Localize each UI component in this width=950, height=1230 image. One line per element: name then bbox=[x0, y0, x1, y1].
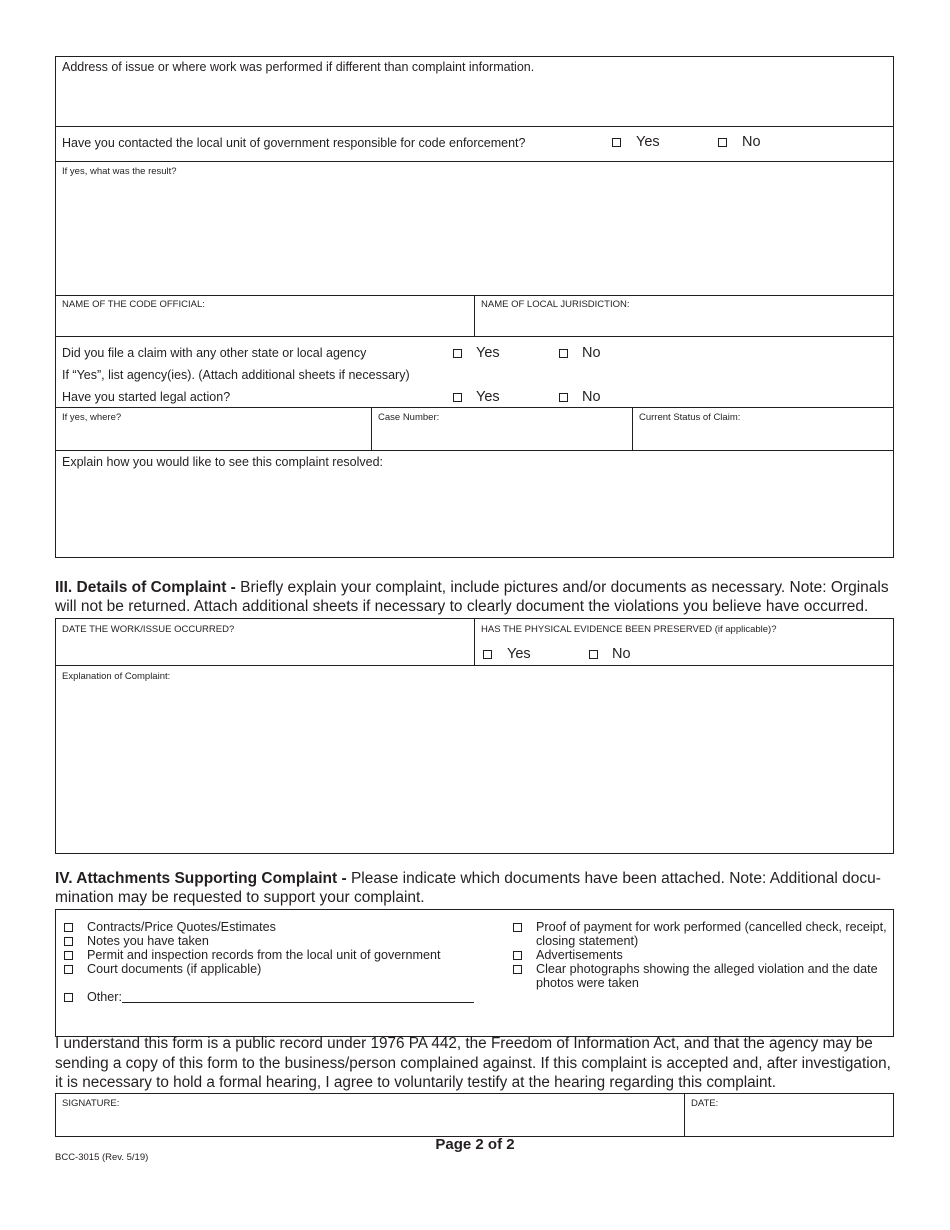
evidence-no-label: No bbox=[612, 646, 631, 662]
section4-text-line1: Please indicate which documents have been attached. Note: Additional docu- bbox=[346, 870, 881, 887]
evidence-yes-checkbox[interactable] bbox=[483, 650, 492, 659]
divider bbox=[371, 407, 372, 450]
result-field[interactable] bbox=[58, 180, 891, 292]
divider bbox=[55, 126, 894, 127]
resolve-label: Explain how you would like to see this complaint resolved: bbox=[62, 455, 384, 469]
evidence-no-checkbox[interactable] bbox=[589, 650, 598, 659]
list-agency-text: If “Yes”, list agency(ies). (Attach additional sheets if necessary) bbox=[62, 368, 410, 382]
attachment-item-continued: closing statement) bbox=[536, 934, 639, 948]
divider bbox=[632, 407, 633, 450]
attachment-item: Advertisements bbox=[536, 948, 623, 962]
signature-label: SIGNATURE: bbox=[62, 1098, 120, 1109]
date-occurred-field[interactable] bbox=[58, 638, 470, 662]
claim-yes-checkbox[interactable] bbox=[453, 349, 462, 358]
section3-text-line1: Briefly explain your complaint, include pictures and/or documents as necessary. Note: Orginals bbox=[235, 579, 889, 596]
other-label: Other: bbox=[87, 990, 122, 1004]
divider bbox=[55, 407, 894, 408]
evidence-yes-label: Yes bbox=[507, 646, 531, 662]
form-number: BCC-3015 (Rev. 5/19) bbox=[55, 1152, 149, 1163]
explanation-label: Explanation of Complaint: bbox=[62, 671, 171, 682]
address-label: Address of issue or where work was performed if different than complaint information. bbox=[62, 60, 535, 74]
contacted-yes-checkbox[interactable] bbox=[612, 138, 621, 147]
attachment-item: Clear photographs showing the alleged violation and the date bbox=[536, 962, 878, 976]
legal-yes-label: Yes bbox=[476, 389, 500, 405]
where-field[interactable] bbox=[58, 424, 368, 448]
contacted-question: Have you contacted the local unit of government responsible for code enforcement? bbox=[62, 136, 526, 150]
case-number-label: Case Number: bbox=[378, 412, 440, 423]
resolve-field[interactable] bbox=[58, 472, 891, 555]
disclaimer-line: I understand this form is a public record under 1976 PA 442, the Freedom of Information Act, and that the agency may be bbox=[55, 1035, 873, 1052]
section4-header bbox=[55, 870, 900, 907]
permit-records-checkbox[interactable] bbox=[64, 951, 73, 960]
foia-disclaimer bbox=[55, 1034, 900, 1093]
page-number: Page 2 of 2 bbox=[435, 1136, 515, 1153]
divider bbox=[55, 665, 894, 666]
disclaimer-line: sending a copy of this form to the business/person complained against. If this complaint is accepted and, after investigation, bbox=[55, 1054, 891, 1072]
claim-no-checkbox[interactable] bbox=[559, 349, 568, 358]
section3-text-line2: will not be returned. Attach additional sheets if necessary to clearly document the violations you believe have occurred. bbox=[55, 597, 869, 615]
claim-no-label: No bbox=[582, 345, 601, 361]
jurisdiction-field[interactable] bbox=[478, 312, 891, 334]
court-documents-checkbox[interactable] bbox=[64, 965, 73, 974]
status-field[interactable] bbox=[636, 424, 891, 448]
other-checkbox[interactable] bbox=[64, 993, 73, 1002]
signature-field[interactable] bbox=[58, 1110, 680, 1135]
divider bbox=[55, 450, 894, 451]
attachment-item: Permit and inspection records from the local unit of government bbox=[87, 948, 441, 962]
date-field[interactable] bbox=[688, 1110, 891, 1135]
legal-no-label: No bbox=[582, 389, 601, 405]
status-label: Current Status of Claim: bbox=[639, 412, 741, 423]
attachment-item: Contracts/Price Quotes/Estimates bbox=[87, 920, 276, 934]
code-official-field[interactable] bbox=[58, 312, 470, 334]
attachment-item-continued: photos were taken bbox=[536, 976, 639, 990]
disclaimer-line: it is necessary to hold a formal hearing, I agree to voluntarily testify at the hearing regarding this complaint. bbox=[55, 1074, 777, 1091]
divider bbox=[55, 161, 894, 162]
contacted-no-label: No bbox=[742, 134, 761, 150]
contacted-yes-label: Yes bbox=[636, 134, 660, 150]
claim-question: Did you file a claim with any other state or local agency bbox=[62, 346, 367, 360]
photographs-checkbox[interactable] bbox=[513, 965, 522, 974]
address-field[interactable] bbox=[58, 78, 891, 124]
legal-yes-checkbox[interactable] bbox=[453, 393, 462, 402]
contracts-checkbox[interactable] bbox=[64, 923, 73, 932]
attachment-item: Notes you have taken bbox=[87, 934, 209, 948]
claim-yes-label: Yes bbox=[476, 345, 500, 361]
advertisements-checkbox[interactable] bbox=[513, 951, 522, 960]
section3-header bbox=[55, 579, 900, 616]
proof-of-payment-checkbox[interactable] bbox=[513, 923, 522, 932]
result-label: If yes, what was the result? bbox=[62, 166, 177, 177]
attachment-item: Court documents (if applicable) bbox=[87, 962, 262, 976]
date-label: DATE: bbox=[691, 1098, 719, 1109]
code-official-label: NAME OF THE CODE OFFICIAL: bbox=[62, 299, 205, 310]
divider bbox=[474, 295, 475, 336]
section4-title: IV. Attachments Supporting Complaint - bbox=[55, 870, 347, 887]
section3-title: III. Details of Complaint - bbox=[55, 579, 236, 596]
jurisdiction-label: NAME OF LOCAL JURISDICTION: bbox=[481, 299, 630, 310]
divider bbox=[55, 336, 894, 337]
divider bbox=[474, 618, 475, 665]
explanation-field[interactable] bbox=[58, 684, 891, 851]
attachment-item: Proof of payment for work performed (cancelled check, receipt, bbox=[536, 920, 887, 934]
where-label: If yes, where? bbox=[62, 412, 122, 423]
other-input-line[interactable] bbox=[122, 1002, 474, 1003]
legal-question: Have you started legal action? bbox=[62, 390, 231, 404]
notes-checkbox[interactable] bbox=[64, 937, 73, 946]
section4-text-line2: mination may be requested to support your complaint. bbox=[55, 888, 425, 906]
contacted-no-checkbox[interactable] bbox=[718, 138, 727, 147]
evidence-label: HAS THE PHYSICAL EVIDENCE BEEN PRESERVED (if applicable)? bbox=[481, 624, 777, 635]
date-occurred-label: DATE THE WORK/ISSUE OCCURRED? bbox=[62, 624, 235, 635]
divider bbox=[684, 1093, 685, 1137]
case-number-field[interactable] bbox=[375, 424, 629, 448]
legal-no-checkbox[interactable] bbox=[559, 393, 568, 402]
